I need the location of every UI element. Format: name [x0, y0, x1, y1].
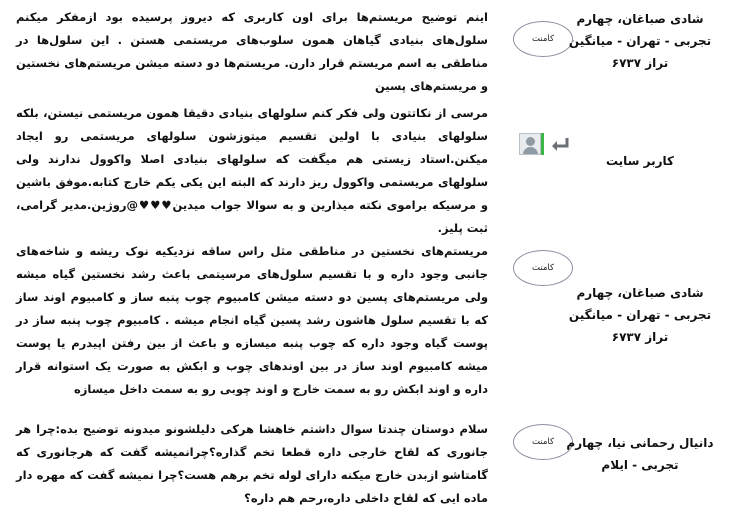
comment-author [560, 282, 720, 348]
author-track: تجربی - ایلام [601, 458, 679, 472]
author-name[interactable]: کاربر سایت [605, 154, 675, 168]
author-name[interactable]: دانیال رحمانی نیا، چهارم [566, 436, 714, 450]
author-score: تراز ۶۷۳۷ [611, 56, 669, 70]
comment-text: اینم توضیح مریستم‌ها برای اون کاربری که دیروز پرسیده بود ازمفکر میکنم سلول‌های بنیادی گیاهان همون سلوب‌های مریستمی هستن . این سلول‌ها در مناطقی به اسم مریستم قرار دارن. مریستم‌ها دو دسته میشن مریستم‌های نخستین و مریستم‌های پسین [16, 10, 488, 93]
author-name[interactable]: شادی صباغان، چهارم [576, 286, 704, 300]
comment-text: مرسی از نکاتتون ولی فکر کنم سلولهای بنیادی دقیقا همون مریستمی نیستن، بلکه سلولهای بنیادی با اولین تقسیم میتوزشون سلولهای مریستمی رو ایجاد میکنن.استاد زیستی هم میگفت که سلولهای بنیادی اصلا واکوول ندارند ولی سلولهای مریستمی واکوول ریز دارند که البته این یکی یکم خارج کتابه.موفق باشین و مرسیکه براموی نکته میذارین و به سوالا جواب میدین♥♥♥@روژین.مدیر گرامی، ثبت پلیز. [16, 106, 488, 235]
author-track: تجربی - تهران - میانگین [568, 308, 712, 322]
comment-button[interactable]: کامنت [513, 21, 573, 57]
comment-text: سلام دوستان چندتا سوال داشتم خاهشا هرکی دلیلشونو میدونه توضیح بده:چرا هر جانوری که لقاح خارجی داره قطعا تخم گذاره؟چرانمیشه گفت که هرجانوری که گامتاشو ازبدن خارج میکنه دارای لوله تخم برهم هست؟چرا نمیشه گفت که مهره دار ماده ایی که لقاح داخلی داره،رحم هم داره؟ [16, 422, 488, 505]
comment-author [560, 150, 720, 172]
author-name[interactable]: شادی صباغان، چهارم [576, 12, 704, 26]
comment-author [560, 8, 720, 74]
comment-button[interactable]: کامنت [513, 250, 573, 286]
author-track: تجربی - تهران - میانگین [568, 34, 712, 48]
comment-text: مریستم‌های نخستین در مناطقی مثل راس ساقه نزدیکیه نوک ریشه و شاخه‌های جانبی وجود داره و با تقسیم سلول‌های مرسیتمی باعث رشد نخستین گیاه میشه ولی مریستم‌های پسین دو دسته میشن کامبیوم چوب پنبه ساز و کامبیوم اوند ساز که با تقسیم سلول هاشون رشد پسین گیاه انجام میشه . کامبیوم چوب پنبه ساز در پوست گیاه وجود داره که چوب پنبه میسازه و باعث از بین رفتن اپیدرم یا پوست میشه کامبیوم اوند ساز در بین اوندهای چوب و ابکش به صورت یک استوانه قرار داره و اوند ابکش رو به سمت خارج و اوند چوبی رو به سمت داخل میسازه [16, 244, 488, 396]
author-score: تراز ۶۷۳۷ [611, 330, 669, 344]
default-avatar-icon [519, 133, 541, 155]
avatar-accent-bar [541, 133, 544, 155]
comment-button[interactable]: کامنت [513, 424, 573, 460]
comment-author [560, 432, 720, 476]
